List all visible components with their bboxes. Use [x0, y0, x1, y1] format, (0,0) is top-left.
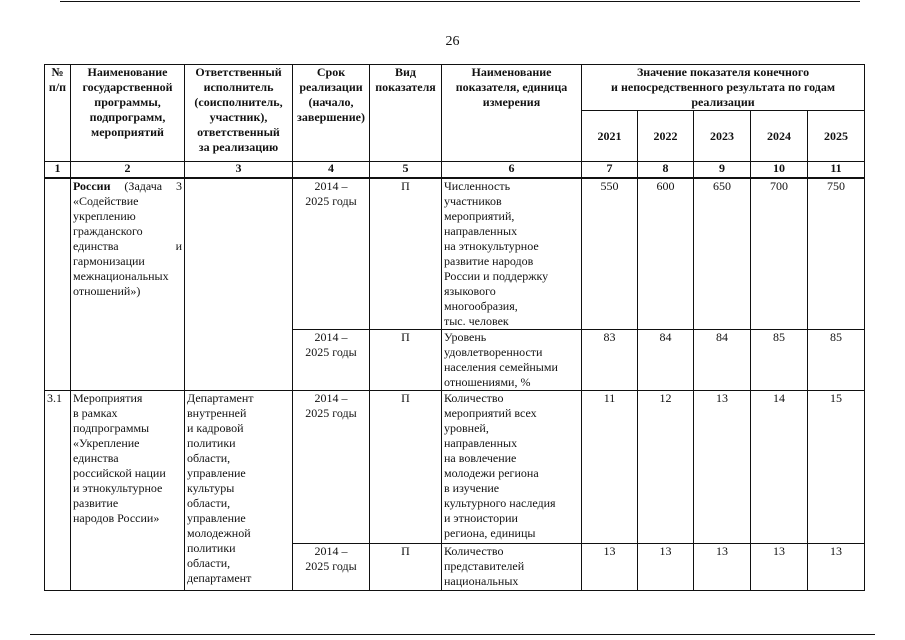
column-number: 7	[582, 162, 638, 179]
value-2025: 15	[808, 391, 865, 544]
header-col-term: Срок реализации (начало, завершение)	[293, 65, 370, 162]
value-2021: 550	[582, 178, 638, 330]
term-cell: 2014 – 2025 годы	[293, 544, 370, 591]
value-2021: 83	[582, 330, 638, 391]
header-year-2023: 2023	[694, 111, 751, 162]
value-2024: 85	[751, 330, 808, 391]
value-2022: 12	[638, 391, 694, 544]
indicator-type: П	[370, 330, 442, 391]
indicator-name: Уровень удовлетворенности населения семейными отношениями, %	[442, 330, 582, 391]
header-year-2022: 2022	[638, 111, 694, 162]
value-2023: 650	[694, 178, 751, 330]
term-cell: 2014 – 2025 годы	[293, 178, 370, 330]
header-col-executor: Ответственный исполнитель (соисполнитель, участник), ответственный за реализацию	[185, 65, 293, 162]
table-row	[45, 391, 865, 544]
column-number: 4	[293, 162, 370, 179]
column-number: 3	[185, 162, 293, 179]
table-row	[45, 178, 865, 330]
value-2025: 750	[808, 178, 865, 330]
value-2023: 84	[694, 330, 751, 391]
header-col-num: № п/п	[45, 65, 71, 162]
value-2022: 600	[638, 178, 694, 330]
column-number: 2	[71, 162, 185, 179]
value-2021: 11	[582, 391, 638, 544]
indicator-type: П	[370, 544, 442, 591]
value-2021: 13	[582, 544, 638, 591]
header-values-group: Значение показателя конечного и непосредственного результата по годам реализации	[582, 65, 865, 111]
executor-cell	[185, 178, 293, 391]
top-scan-rule	[60, 1, 860, 2]
column-number: 8	[638, 162, 694, 179]
value-2022: 13	[638, 544, 694, 591]
header-col-type: Вид показателя	[370, 65, 442, 162]
row-num: 3.1	[45, 391, 71, 591]
indicator-type: П	[370, 391, 442, 544]
value-2024: 13	[751, 544, 808, 591]
value-2023: 13	[694, 544, 751, 591]
value-2025: 85	[808, 330, 865, 391]
indicator-table	[44, 64, 865, 591]
header-row-1	[45, 65, 865, 111]
header-col-program: Наименование государственной программы, подпрограмм, мероприятий	[71, 65, 185, 162]
value-2022: 84	[638, 330, 694, 391]
row-num	[45, 178, 71, 391]
page-number: 26	[445, 34, 460, 49]
bottom-scan-rule	[30, 634, 875, 635]
executor-cell: Департамент внутренней и кадровой политики области, управление культуры области, управление молодежной политики области, департамент	[185, 391, 293, 591]
indicator-name: Численность участников мероприятий, направленных на этнокультурное развитие народов России и поддержку языкового многообразия, тыс. человек	[442, 178, 582, 330]
column-number: 6	[442, 162, 582, 179]
column-number: 9	[694, 162, 751, 179]
term-cell: 2014 – 2025 годы	[293, 330, 370, 391]
value-2024: 14	[751, 391, 808, 544]
term-cell: 2014 – 2025 годы	[293, 391, 370, 544]
indicator-name: Количество мероприятий всех уровней, направленных на вовлечение молодежи региона в изучение культурного наследия и этноистории региона, единицы	[442, 391, 582, 544]
value-2024: 700	[751, 178, 808, 330]
program-name: России (Задача 3 «Содействие укреплению гражданского единства и гармонизации межнациональных отношений»)	[71, 178, 185, 391]
header-col-indicator: Наименование показателя, единица измерения	[442, 65, 582, 162]
header-year-2021: 2021	[582, 111, 638, 162]
value-2025: 13	[808, 544, 865, 591]
column-number: 5	[370, 162, 442, 179]
indicator-name: Количество представителей национальных	[442, 544, 582, 591]
column-number-row	[45, 162, 865, 179]
value-2023: 13	[694, 391, 751, 544]
program-name: Мероприятия в рамках подпрограммы «Укрепление единства российской нации и этнокультурное развитие народов России»	[71, 391, 185, 591]
indicator-type: П	[370, 178, 442, 330]
column-number: 10	[751, 162, 808, 179]
header-year-2025: 2025	[808, 111, 865, 162]
column-number: 1	[45, 162, 71, 179]
column-number: 11	[808, 162, 865, 179]
header-year-2024: 2024	[751, 111, 808, 162]
